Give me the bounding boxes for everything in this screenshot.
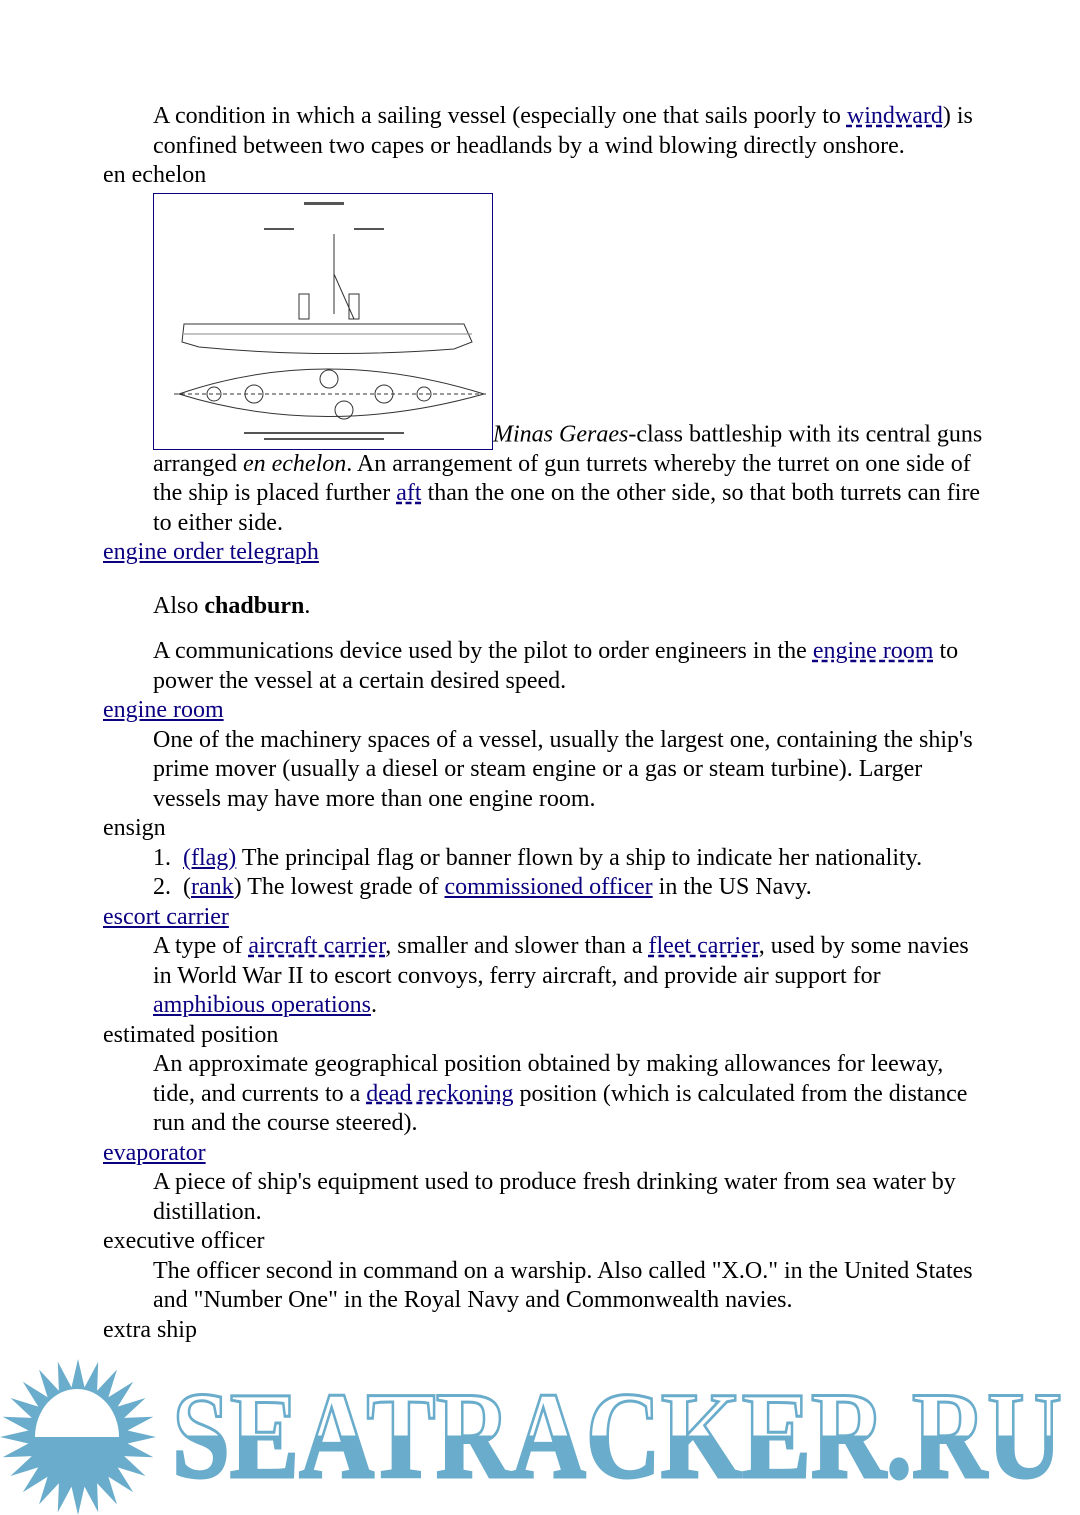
- term-engine-room[interactable]: engine room: [103, 697, 224, 723]
- term-extra-ship: extra ship: [103, 1316, 197, 1343]
- definition: An approximate geographical position obtained by making allowances for leeway, tide, and currents to a dead reckoning position (which is calculated from the distance run and the course steered).: [153, 1051, 968, 1136]
- definition: A piece of ship's equipment used to produce fresh drinking water from sea water by distillation.: [153, 1169, 956, 1225]
- term-estimated-position: estimated position: [103, 1021, 279, 1048]
- link-aft[interactable]: aft: [396, 480, 422, 506]
- definition: One of the machinery spaces of a vessel, usually the largest one, containing the ship's prime mover (usually a diesel or steam engine or a gas or steam turbine). Larger vessels may have more than one engine room.: [153, 726, 973, 812]
- glossary: [103, 102, 983, 1345]
- term-escort-carrier[interactable]: escort carrier: [103, 903, 229, 930]
- term-executive-officer: executive officer: [103, 1228, 265, 1254]
- term-engine-order-telegraph[interactable]: engine order telegraph: [103, 539, 319, 565]
- link-amphibious-operations[interactable]: amphibious operations: [153, 992, 371, 1018]
- term-en-echelon: en echelon: [103, 162, 207, 188]
- term-ensign: ensign: [103, 815, 166, 841]
- seatracker-watermark: [0, 1355, 1080, 1515]
- link-engine-room[interactable]: engine room: [812, 638, 934, 664]
- list-item: 2. (rank) The lowest grade of commissioned officer in the US Navy.: [153, 874, 812, 900]
- sun-icon: [0, 1359, 156, 1515]
- battleship-image[interactable]: [153, 193, 493, 450]
- definition: A type of aircraft carrier, smaller and slower than a fleet carrier, used by some navies in World War II to escort convoys, ferry aircraft, and provide air support for amphibious operations.: [153, 933, 969, 1018]
- link-dead-reckoning[interactable]: dead reckoning: [366, 1080, 514, 1107]
- definition: A condition in which a sailing vessel (especially one that sails poorly to windward) is confined between two capes or headlands by a wind blowing directly onshore.: [153, 103, 973, 159]
- term-evaporator[interactable]: evaporator: [103, 1139, 206, 1166]
- link-fleet-carrier[interactable]: fleet carrier: [648, 933, 759, 959]
- link-aircraft-carrier[interactable]: aircraft carrier: [248, 933, 386, 959]
- definition: A communications device used by the pilot to order engineers in the engine room to power the vessel at a certain desired speed.: [153, 638, 959, 694]
- definition: The officer second in command on a warship. Also called "X.O." in the United States and "Number One" in the Royal Navy and Commonwealth navies.: [153, 1257, 973, 1313]
- link-commissioned-officer[interactable]: commissioned officer: [444, 874, 653, 900]
- battleship-diagram: [154, 194, 492, 449]
- watermark-text: SEATRACKER.RU: [172, 1367, 1062, 1504]
- definition: Also chadburn.: [153, 592, 311, 619]
- link-flag[interactable]: (flag): [183, 844, 237, 871]
- definition: Minas Geraes-class battleship with its central guns arranged en echelon. An arrangement of gun turrets whereby the turret on one side of the ship is placed further aft than the one on the other side, so that both turrets can fire to either side.: [153, 193, 983, 539]
- link-rank[interactable]: rank: [191, 874, 234, 900]
- list-item: 1. (flag) The principal flag or banner flown by a ship to indicate her nationality.: [153, 844, 923, 871]
- link-windward[interactable]: windward: [846, 103, 943, 129]
